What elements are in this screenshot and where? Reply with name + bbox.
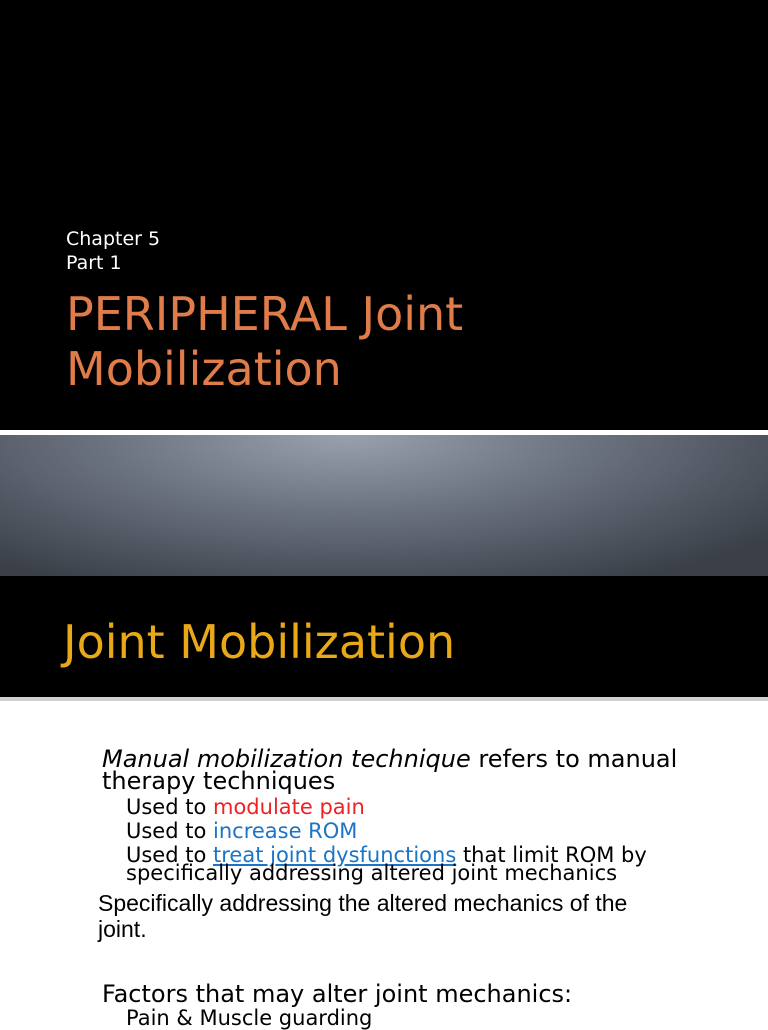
- slide-title-line-1: PERIPHERAL Joint: [66, 287, 464, 341]
- bullet-item: [126, 819, 358, 843]
- bullet-item: [126, 795, 365, 819]
- bullet-highlight: modulate pain: [213, 795, 365, 819]
- intro-rest: refers to manual: [470, 745, 678, 773]
- factor-item: Pain & Muscle guarding: [126, 1006, 373, 1030]
- title-slide: [0, 0, 768, 430]
- slide-title-line-2: Mobilization: [66, 342, 342, 396]
- part-label: Part 1: [66, 252, 122, 274]
- intro-term: Manual mobilization technique: [102, 745, 471, 773]
- bullet-highlight: increase ROM: [213, 819, 358, 843]
- bullet-continuation: specifically addressing altered joint mechanics: [126, 861, 618, 885]
- bullet-suffix: that limit ROM by: [456, 843, 647, 867]
- section-title: Joint Mobilization: [63, 615, 456, 669]
- gradient-band: [0, 435, 768, 576]
- paragraph-line-2: joint.: [98, 916, 147, 942]
- paragraph-line-1: Specifically addressing the altered mechanics of the: [98, 890, 628, 916]
- bullet-prefix: Used to: [126, 795, 213, 819]
- intro-line-2: therapy techniques: [102, 767, 336, 795]
- slide-title: [66, 287, 463, 397]
- bullet-link[interactable]: treat joint dysfunctions: [213, 843, 457, 867]
- content-slide: [0, 701, 768, 1030]
- bullet-prefix: Used to: [126, 819, 213, 843]
- chapter-label: Chapter 5: [66, 228, 161, 250]
- slide-subtitle: [66, 227, 160, 275]
- bullet-prefix: Used to: [126, 843, 213, 867]
- section-slide: [0, 435, 768, 697]
- factors-heading: Factors that may alter joint mechanics:: [102, 980, 573, 1008]
